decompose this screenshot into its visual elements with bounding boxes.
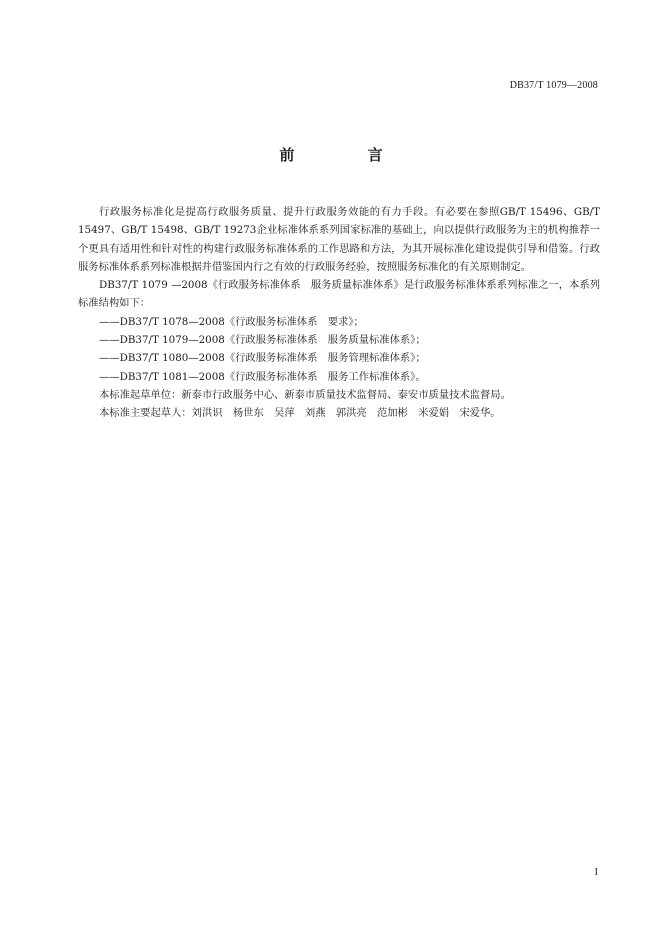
list-item: ——DB37/T 1081—2008《行政服务标准体系 服务工作标准体系》。 — [99, 370, 426, 383]
list-item: ——DB37/T 1080—2008《行政服务标准体系 服务管理标准体系》； — [99, 352, 426, 365]
series-list — [78, 313, 600, 386]
paragraph-series: DB37/T 1079 —2008《行政服务标准体系 服务质量标准体系》是行政服务标准体系系列标准之一，本系列标准结构如下： — [78, 279, 600, 310]
foreword-body — [78, 203, 600, 423]
page-number: I — [594, 867, 598, 878]
paragraph-drafters: 本标准主要起草人：刘洪识 杨世东 吴萍 刘燕 郭洪亮 范加彬 米爱娟 宋爱华。 — [99, 407, 501, 420]
paragraph-drafting-units: 本标准起草单位：新泰市行政服务中心、新泰市质量技术监督局、泰安市质量技术监督局。 — [99, 388, 511, 401]
paragraph-intro: 行政服务标准化是提高行政服务质量、提升行政服务效能的有力手段。有必要在参照GB/T 15496、GB/T 15497、GB/T 15498、GB/T 19273企业标准体系系列国家标准的基础上，向以提供行政服务为主的机构推荐一个更具有适用性和针对性的构建行政服务标准体系的工作思路和方法，为其开展标准化建设提供引导和借鉴。行政服务标准体系系列标准根据并借鉴国内行之有效的行政服务经验，按照服务标准化的有关原则制定。 — [78, 206, 600, 273]
standard-code: DB37/T 1079—2008 — [509, 80, 598, 91]
list-item: ——DB37/T 1078—2008《行政服务标准体系 要求》； — [99, 315, 364, 328]
page-title: 前 言 — [279, 146, 417, 164]
list-item: ——DB37/T 1079—2008《行政服务标准体系 服务质量标准体系》； — [99, 334, 426, 347]
